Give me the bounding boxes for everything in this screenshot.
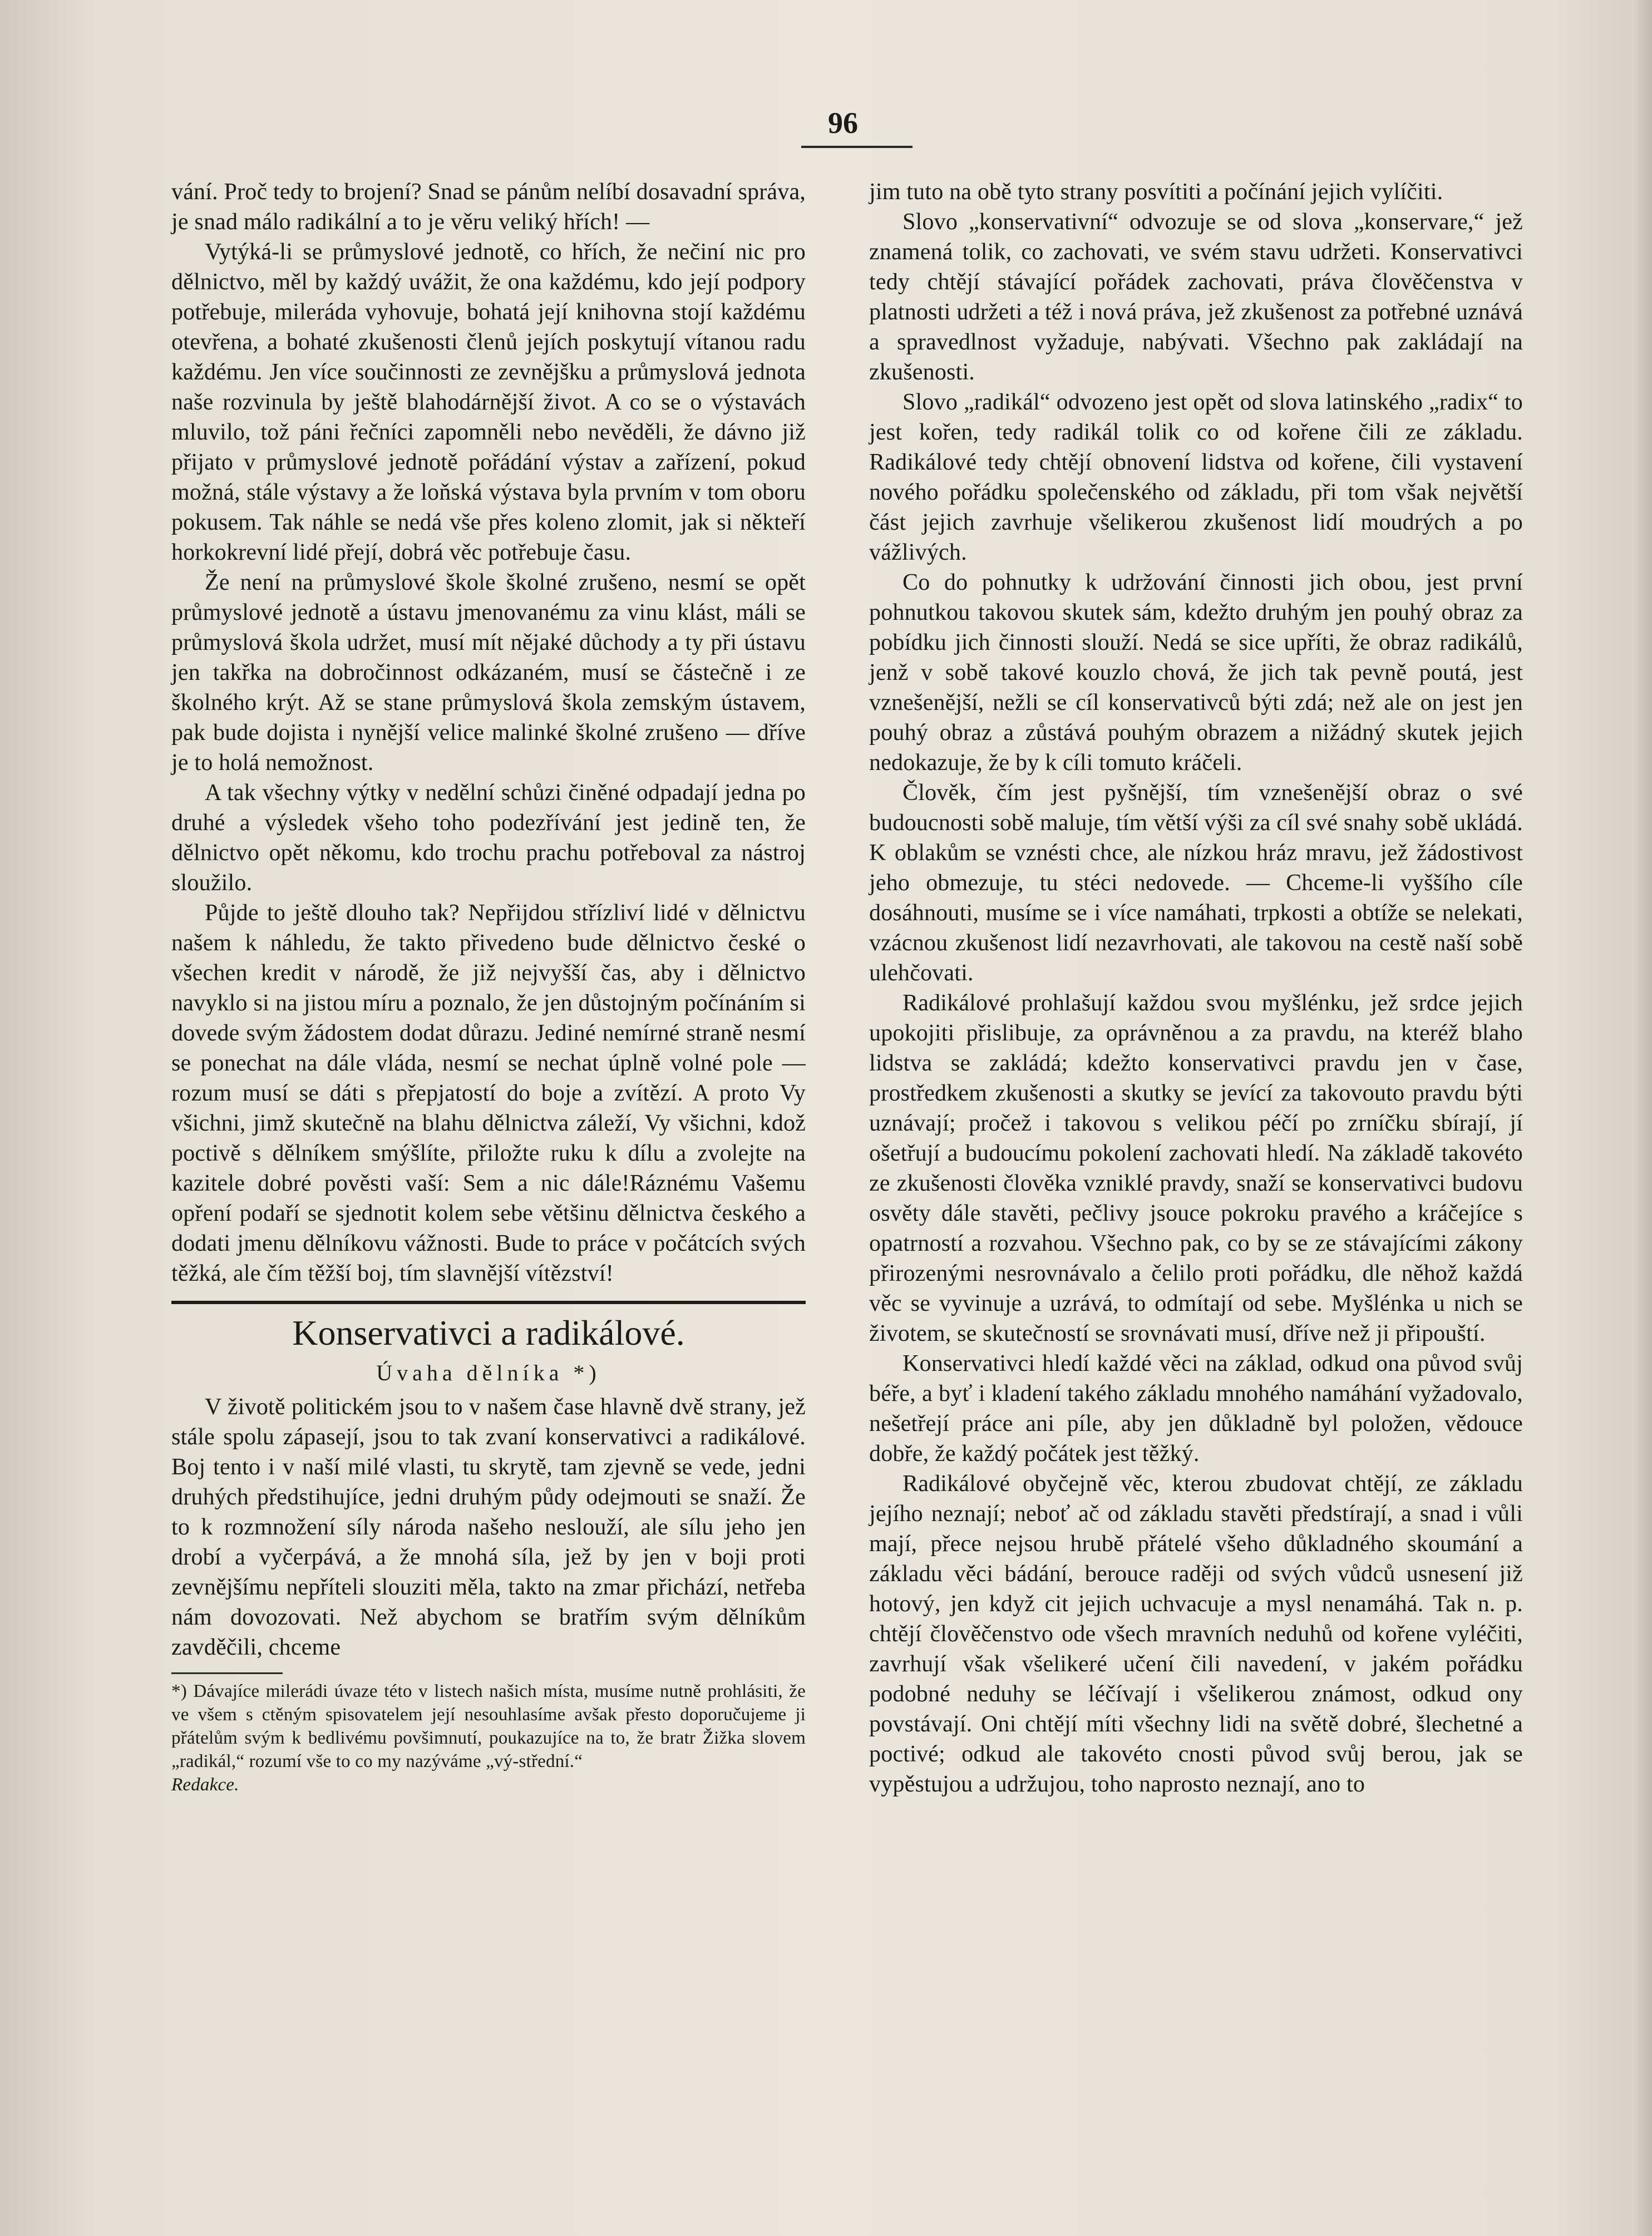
paragraph: Slovo „konservativní“ odvozuje se od slova „konservare,“ jež znamená tolik, co zachovati, ve svém stavu udržeti. Konservativci tedy chtějí stávající pořádek zachovati, práva člověčenstva v platnosti udržeti a též i nová práva, jež zkušenost za potřebné uznává a spravedlnost vyžaduje, nabývati. Všechno pak zakládají na zkušenosti. — [869, 209, 1523, 385]
footnote-signature: Redakce. — [171, 1775, 239, 1795]
article-subtitle: Úvaha dělníka *) — [376, 1360, 601, 1385]
paragraph: Člověk, čím jest pyšnější, tím vznešenější obraz o své budoucnosti sobě maluje, tím větší výši za cíl své snahy sobě ukládá. K oblakům se vznésti chce, ale nízkou hráz mravu, jež žádostivost jeho obmezuje, tu stéci nedovede. — Chceme-li vyššího cíle dosáhnouti, musíme se i více namáhati, trpkosti a obtíže se nelekati, vzácnou zkušenost lidí nezavrhovati, ale takovou na cestě naší sobě ulehčovati. — [869, 780, 1523, 986]
footnote-rule — [171, 1672, 283, 1674]
footnote-text: *) Dávajíce milerádi úvaze této v listech našich místa, musíme nutně prohlásiti, že ve všem s ctěným spisovatelem její nesouhlasíme avšak přesto doporučujeme ji přátelům svým k bedlivému povšimnutí, poukazujíce na to, že bratr Žižka slovem „radikál,“ rozumí vše to co my nazýváme „vý-střední.“ — [171, 1681, 806, 1771]
paragraph: Vytýká-li se průmyslové jednotě, co hřích, že nečiní nic pro dělnictvo, měl by každý uvážit, že ona každému, kdo její podpory potřebuje, milerádа vyhovuje, bohatá její knihovna stojí každému otevřena, a bohaté zkušenosti členů jejích poskytují vítanou radu každému. Jen více součinnosti ze zevnějšku a průmyslová jednota naše rozvinula by ještě blahodárnější život. A co se o výstavách mluvilo, tož páni řečníci zapomněli nebo nevěděli, že dávno již přijato v průmyslové jednotě pořádání výstav a zařízení, pokud možná, stále výstavy a že loňská výstava byla prvním v tom oboru pokusem. Tak náhle se nedá vše přes koleno zlomit, jak si někteří horkokrevní lidé přejí, dobrá věc potřebuje času. — [171, 239, 806, 565]
paragraph: Že není na průmyslové škole školné zrušeno, nesmí se opět průmyslové jednotě a ústavu jmenovanému za vinu klást, máli se průmyslová škola udržet, musí mít nějaké důchody a ty při ústavu jen takřka na dobročinnost odkázaném, musí se částečně i ze školného krýt. Až se stane průmyslová škola zemským ústavem, pak bude dojista i nynější velice malinké školné zrušeno — dříve je to holá nemožnost. — [171, 570, 806, 776]
paragraph: jim tuto na obě tyto strany posvítiti a počínání jejich vylíčiti. — [869, 179, 1443, 205]
paragraph: A tak všechny výtky v nedělní schůzi činěné odpadají jedna po druhé a výsledek všeho toho podezřívání jest jedině ten, že dělnictvo opět někomu, kdo trochu prachu potřeboval za nástroj sloužilo. — [171, 780, 806, 896]
article-title: Konservativci a radikálové. — [292, 1313, 685, 1353]
paragraph: Co do pohnutky k udržování činnosti jich obou, jest první pohnutkou takovou skutek sám, kdežto druhým jen pouhý obraz za pobídku jich činnosti slouží. Nedá se sice upříti, že obraz radikálů, jenž v sobě takové kouzlo chová, že jich tak pevně poutá, jest vznešenější, nežli se cíl konservativců býti zdá; než ale on jest jen pouhý obraz a zůstává pouhým obrazem a nižádný skutek jejich nedokazuje, že by k cíli tomuto kráčeli. — [869, 570, 1523, 776]
page-number-rule — [801, 146, 913, 148]
paragraph: Radikálové prohlašují každou svou myšlénku, jež srdce jejich upokojiti přislibuje, za oprávněnou a za pravdu, na kteréž blaho lidstva se zakládá; kdežto konservativci pravdu jen v čase, prostředkem zkušenosti a skutky se jevící za takovouto pravdu býti uznávají; pročež i takovou s velikou péčí po zrníčku sbírají, jí ošetřují a budoucímu pokolení zachovati hledí. Na základě takovéto ze zkušenosti člověka vzniklé pravdy, snaží se konservativci budovu osvěty dále stavěti, pečlivy jsouce pokroku pravého a kráčejíce s opatrností a rozvahou. Všechno pak, co by se ze stávajícími zákony přirozenými nesrovnávalo a čelilo proti pořádku, dle něhož každá věc se vyvinuje a uzrává, to odmítají od sebe. Myšlénka u nich se životem, se skutečností se srovnávati musí, dříve než ji připouští. — [869, 990, 1523, 1346]
article-separator — [171, 1301, 806, 1304]
paragraph: Radikálové obyčejně věc, kterou zbudovat chtějí, ze základu jejího neznají; neboť ač od základu stavěti předstírají, a snad i vůli mají, přece nejsou hrubě přátelé všeho důkladného skoumání a základu věci bádání, berouce raději od svých vůdců usnesení již hotový, jen když cit jejich uchvacuje a mysl nenamáhá. Tak n. p. chtějí člověčenstvo ode všech mravních neduhů od kořene vyléčiti, zavrhují však všelikeré učení čili navedení, v jakém pořádku podobné neduhy se léčívají i všelikerou známost, odkud ony povstávají. Oni chtějí míti všechny lidi na světě dobré, šlechetné a poctivé; odkud ale takovéto cnosti původ svůj berou, jak se vypěstujou a udržujou, toho naprosto neznají, ano to — [869, 1471, 1523, 1797]
paragraph: Slovo „radikál“ odvozeno jest opět od slova latinského „radix“ to jest kořen, tedy radikál tolik co od kořene čili ze základu. Radikálové tedy chtějí obnovení lidstva od kořene, čili vystavení nového pořádku společenského od základu, při tom však největší část jejich zavrhuje všelikerou zkušenost lidí moudrých a po vážlivých. — [869, 389, 1523, 565]
left-column — [171, 177, 806, 1796]
footnote — [171, 1680, 806, 1796]
right-column — [869, 177, 1523, 1799]
page-edge — [1632, 0, 1652, 2236]
article-paragraph: V životě politickém jsou to v našem čase hlavně dvě strany, jež stále spolu zápasejí, jsou to tak zvaní konservativci a radikálové. Boj tento i v naší milé vlasti, tu skrytě, tam zjevně se vede, jedni druhých předstihujíce, jedni druhým půdy odejmouti se snaží. Že to k rozmnožení síly národa našeho neslouží, ale sílu jeho jen drobí a vyčerpává, a že mnohá síla, jež by jen v boji proti zevnějšímu nepříteli slouziti měla, takto na zmar přichází, netřeba nám dovozovati. Než abychom se bratřím svým dělníkům zavděčili, chceme — [171, 1394, 806, 1660]
page-number: 96 — [828, 106, 858, 140]
paragraph: Půjde to ještě dlouho tak? Nepřijdou střízliví lidé v dělnictvu našem k náhledu, že takto přivedeno bude dělnictvo české o všechen kredit v národě, že již nejvyšší čas, aby i dělnictvo navyklo si na jistou míru a poznalo, že jen důstojným počínáním si dovede svým žádostem dodat důrazu. Jediné nemírné straně nesmí se ponechat na dále vláda, nesmí se nechat úplně volné pole — rozum musí se dáti s přepjatostí do boje a zvítězí. A proto Vy všichni, jimž skutečně na blahu dělnictva záleží, Vy všichni, kdož poctivě s dělníkem smýšlíte, přiložte ruku k dílu a zvolejte na kazitele dobré pověsti vaší: Sem a nic dále!Ráznému Vašemu opření podaří se sjednotit kolem sebe většinu dělnictva českého a dodati jmenu dělníkovu vážnosti. Bude to práce v počátcích svých těžká, ale čím těžší boj, tím slavnější vítězství! — [171, 900, 806, 1286]
paragraph: Konservativci hledí každé věci na základ, odkud ona původ svůj béře, a byť i kladení takého základu mnohého namáhání vyžadovalo, nešetřejí práce ani píle, aby jen důkladně byl položen, vědouce dobře, že každý počátek jest těžký. — [869, 1351, 1523, 1467]
paragraph: vání. Proč tedy to brojení? Snad se pánům nelíbí dosavadní správa, je snad málo radikální a to je věru veliký hřích! — — [171, 179, 806, 235]
